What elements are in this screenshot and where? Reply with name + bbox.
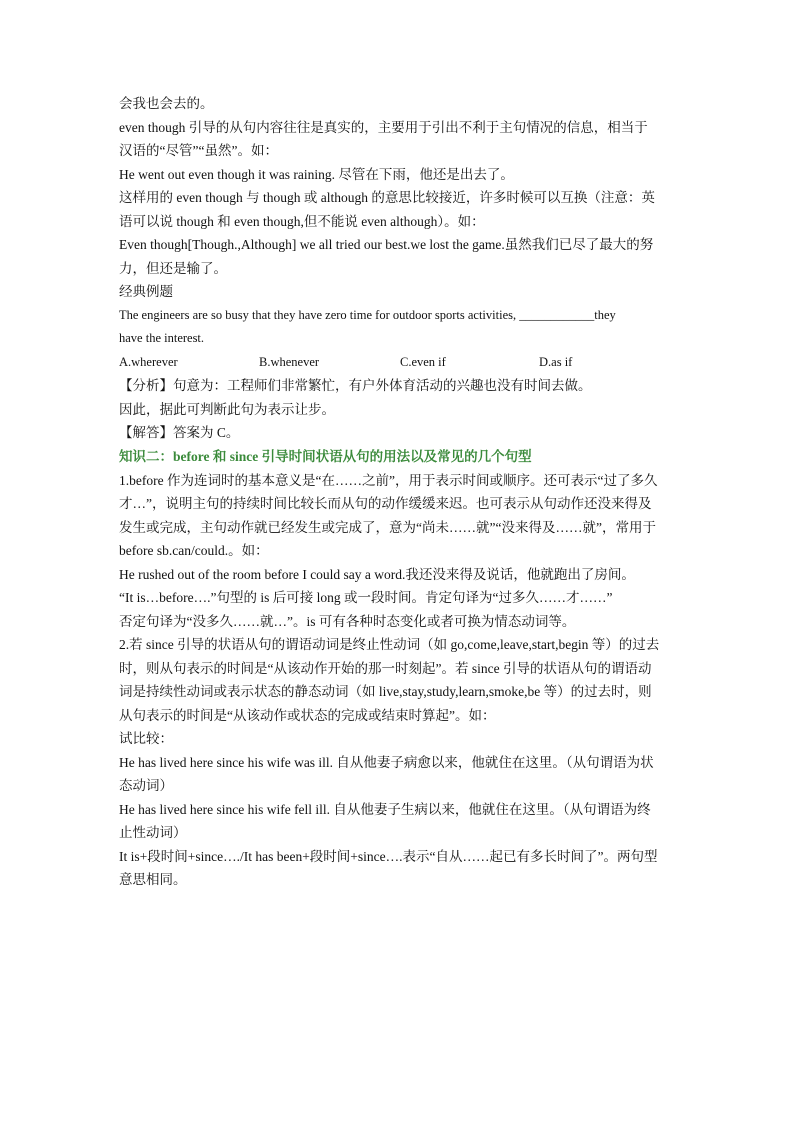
text-line: 从句表示的时间是“从该动作或状态的完成或结束时算起”。如： (119, 707, 496, 723)
text-line: 1.before 作为连词时的基本意义是“在……之前”，用于表示时间或顺序。还可表示“过了多久 (119, 472, 658, 488)
option-d: D.as if (539, 354, 573, 369)
example-sentence: He has lived here since his wife was ill. 自从他妻子病愈以来，他就住在这里。（从句谓语为状 (119, 754, 654, 770)
option-c: C.even if (400, 354, 446, 369)
text-line: 时，则从句表示的时间是“从该动作开始的那一时刻起”。若 since 引导的状语从句的谓语动 (119, 660, 652, 676)
document-page (119, 92, 679, 892)
analysis-line: 因此，据此可判断此句为表示让步。 (119, 401, 335, 417)
option-b: B.whenever (259, 354, 320, 369)
analysis-line: 【分析】句意为：工程师们非常繁忙，有户外体育活动的兴趣也没有时间去做。 (119, 378, 592, 393)
text-line: 词是持续性动词或表示状态的静态动词（如 live,stay,study,learn,smoke,be 等）的过去时，则 (119, 684, 652, 699)
text-line: 会我也会去的。 (119, 96, 214, 111)
text-line: 这样用的 even though 与 though 或 although 的意思比较接近，许多时候可以互换（注意：英 (119, 190, 655, 205)
text-line: 汉语的“尽管”“虽然”。如： (119, 143, 278, 158)
text-line: It is+段时间+since…./It has been+段时间+since….表示“自从……起已有多长时间了”。两句型 (119, 848, 658, 864)
section-heading: 知识二：before 和 since 引导时间状语从句的用法以及常见的几个句型 (119, 448, 532, 464)
text-line: 试比较： (119, 731, 173, 746)
text-line: 止性动词） (119, 825, 187, 840)
text-line: 否定句译为“没多久……就…”。is 可有各种时态变化或者可换为情态动词等。 (119, 613, 576, 629)
answer-line: 【解答】答案为 C。 (119, 425, 240, 440)
text-line: “It is…before….”句型的 is 后可接 long 或一段时间。肯定句译为“过多久……才……” (119, 590, 613, 605)
example-sentence: He went out even though it was raining. 尽管在下雨，他还是出去了。 (119, 166, 514, 182)
text-line: 发生或完成，主句动作就已经发生或完成了，意为“尚未……就”“没来得及……就”，常用于 (119, 519, 656, 535)
answer-options (119, 351, 679, 375)
text-line: even though 引导的从句内容往往是真实的，主要用于引出不利于主句情况的信息，相当于 (119, 119, 648, 135)
text-line: 意思相同。 (119, 872, 187, 887)
text-line: before sb.can/could.。如： (119, 543, 269, 558)
question-text: The engineers are so busy that they have zero time for outdoor sports activities, ____________they (119, 307, 616, 322)
text-line: 语可以说 though 和 even though,但不能说 even although）。如： (119, 213, 485, 229)
option-a: A.wherever (119, 354, 178, 369)
example-title: 经典例题 (119, 284, 173, 299)
question-text: have the interest. (119, 331, 205, 345)
example-sentence: He has lived here since his wife fell ill. 自从他妻子生病以来，他就住在这里。（从句谓语为终 (119, 801, 651, 817)
text-line: 2.若 since 引导的状语从句的谓语动词是终止性动词（如 go,come,leave,start,begin 等）的过去 (119, 637, 660, 652)
text-line: 力，但还是输了。 (119, 260, 227, 276)
text-line: 态动词） (119, 778, 173, 793)
text-line: 才…”，说明主句的持续时间比较长而从句的动作缓缓来迟。也可表示从句动作还没来得及 (119, 496, 652, 511)
example-sentence: Even though[Though.,Although] we all tried our best.we lost the game.虽然我们已尽了最大的努 (119, 237, 654, 252)
example-sentence: He rushed out of the room before I could say a word.我还没来得及说话，他就跑出了房间。 (119, 566, 635, 582)
